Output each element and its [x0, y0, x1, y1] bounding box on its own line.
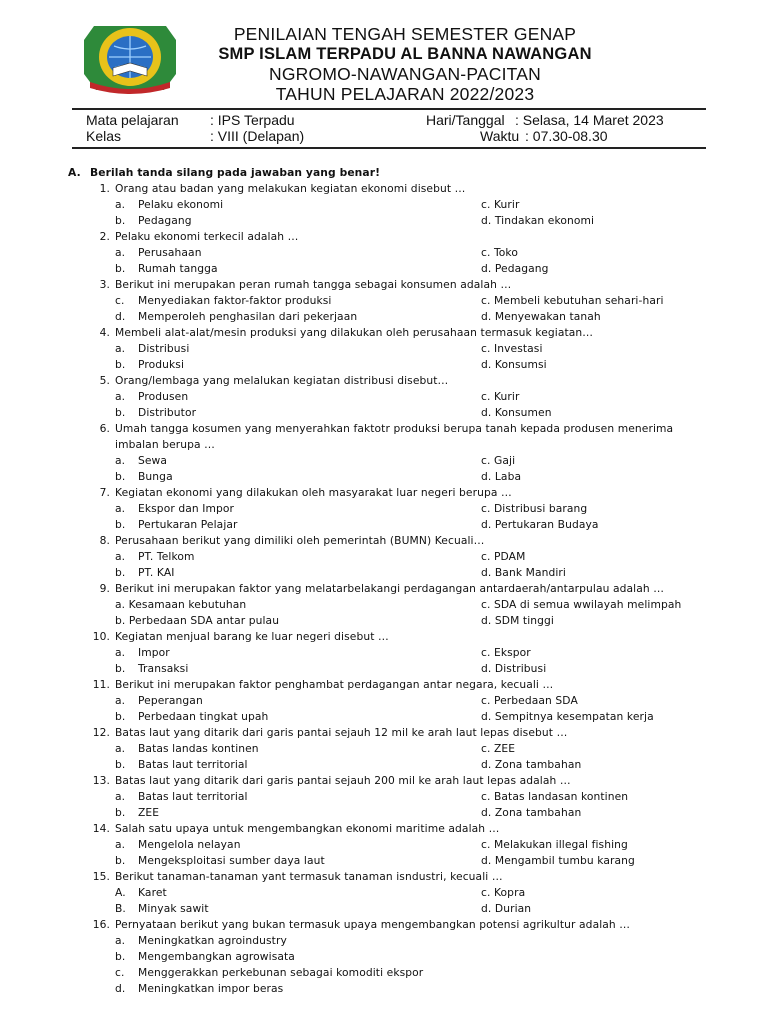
option-text: Karet	[138, 886, 167, 899]
answer-option	[481, 693, 718, 709]
question-number: 2.	[99, 230, 110, 243]
question-line	[68, 229, 718, 245]
option-row	[68, 213, 718, 229]
option-text: Batas laut territorial	[138, 790, 248, 803]
question-item	[68, 773, 718, 821]
option-row	[68, 981, 718, 997]
question-text: Berikut ini merupakan faktor penghambat perdagangan antar negara, kecuali …	[115, 678, 554, 691]
question-text: Berikut tanaman-tanaman yant termasuk tanaman isndustri, kecuali …	[115, 870, 503, 883]
academic-year: TAHUN PELAJARAN 2022/2023	[275, 84, 535, 104]
class-label: Kelas	[86, 128, 122, 144]
option-text: Peperangan	[138, 694, 203, 707]
option-letter: b.	[115, 662, 126, 675]
option-row	[68, 709, 718, 725]
option-text: c. Melakukan illegal fishing	[481, 838, 628, 851]
option-text: d. SDM tinggi	[481, 614, 554, 627]
question-line	[68, 629, 718, 645]
option-letter: a.	[115, 646, 126, 659]
option-text: a. Kesamaan kebutuhan	[115, 598, 247, 611]
answer-option	[115, 613, 475, 629]
question-item	[68, 181, 718, 229]
answer-option	[481, 885, 718, 901]
option-text: Pertukaran Pelajar	[138, 518, 238, 531]
question-number: 12.	[92, 726, 110, 739]
option-text: Distribusi	[138, 342, 190, 355]
exam-header	[0, 0, 768, 108]
question-line	[68, 373, 718, 389]
question-line	[68, 581, 718, 597]
question-line	[68, 181, 718, 197]
option-text: c. Ekspor	[481, 646, 531, 659]
option-row	[68, 469, 718, 485]
question-line	[68, 725, 718, 741]
option-row	[68, 789, 718, 805]
option-text: d. Pedagang	[481, 262, 549, 275]
answer-option	[481, 357, 718, 373]
question-number: 7.	[99, 486, 110, 499]
question-line	[68, 821, 718, 837]
option-text: Perusahaan	[138, 246, 202, 259]
option-text: Transaksi	[138, 662, 189, 675]
question-text: Pelaku ekonomi terkecil adalah …	[115, 230, 299, 243]
question-line	[68, 917, 718, 933]
option-text: Menggerakkan perkebunan sebagai komoditi ekspor	[138, 966, 424, 979]
question-item	[68, 421, 718, 485]
answer-option	[481, 389, 718, 405]
option-text: c. Toko	[481, 246, 518, 259]
option-row	[68, 853, 718, 869]
question-text: imbalan berupa …	[115, 438, 215, 451]
option-text: d. Bank Mandiri	[481, 566, 566, 579]
option-text: c. SDA di semua wwilayah melimpah	[481, 598, 682, 611]
question-item	[68, 485, 718, 533]
answer-option	[481, 405, 718, 421]
question-number: 15.	[92, 870, 110, 883]
option-text: c. Membeli kebutuhan sehari-hari	[481, 294, 664, 307]
option-row	[68, 517, 718, 533]
answer-option	[481, 741, 718, 757]
option-letter: a.	[115, 454, 126, 467]
option-row	[68, 501, 718, 517]
question-item	[68, 229, 718, 277]
question-section	[68, 165, 718, 997]
option-text: c. Kurir	[481, 198, 520, 211]
option-letter: b.	[115, 518, 126, 531]
question-number: 3.	[99, 278, 110, 291]
question-number: 1.	[99, 182, 110, 195]
option-row	[68, 661, 718, 677]
question-text: Batas laut yang ditarik dari garis pantai sejauh 12 mil ke arah laut lepas disebut …	[115, 726, 568, 739]
answer-option	[481, 837, 718, 853]
option-letter: B.	[115, 902, 126, 915]
option-letter: a.	[115, 502, 126, 515]
option-row	[68, 389, 718, 405]
option-text: Ekspor dan Impor	[138, 502, 235, 515]
time-label: Waktu	[480, 128, 520, 144]
question-number: 10.	[92, 630, 110, 643]
option-letter: a.	[115, 934, 126, 947]
question-item	[68, 629, 718, 677]
date-value: : Selasa, 14 Maret 2023	[515, 112, 664, 128]
option-row	[68, 549, 718, 565]
question-line	[68, 325, 718, 341]
option-row	[68, 261, 718, 277]
option-text: c. Distribusi barang	[481, 502, 588, 515]
option-text: Perbedaan tingkat upah	[138, 710, 269, 723]
school-logo	[80, 20, 180, 96]
option-letter: b.	[115, 406, 126, 419]
question-text: Orang atau badan yang melakukan kegiatan ekonomi disebut …	[115, 182, 466, 195]
option-text: Pedagang	[138, 214, 192, 227]
option-text: d. Konsumen	[481, 406, 552, 419]
answer-option	[481, 453, 718, 469]
question-item	[68, 373, 718, 421]
option-text: Memperoleh penghasilan dari pekerjaan	[138, 310, 358, 323]
option-row	[68, 565, 718, 581]
option-letter: b.	[115, 758, 126, 771]
answer-option	[115, 597, 475, 613]
option-row	[68, 293, 718, 309]
option-text: c. Batas landasan kontinen	[481, 790, 629, 803]
answer-option	[481, 245, 718, 261]
answer-option	[481, 469, 718, 485]
option-text: Distributor	[138, 406, 197, 419]
question-text: Membeli alat-alat/mesin produksi yang dilakukan oleh perusahaan termasuk kegiatan…	[115, 326, 594, 339]
option-text: c. PDAM	[481, 550, 526, 563]
option-row	[68, 741, 718, 757]
option-letter: b.	[115, 710, 126, 723]
exam-title-block	[190, 24, 620, 104]
option-text: b. Perbedaan SDA antar pulau	[115, 614, 280, 627]
option-text: Produksi	[138, 358, 185, 371]
option-text: ZEE	[138, 806, 160, 819]
option-text: Mengelola nelayan	[138, 838, 241, 851]
class-value: : VIII (Delapan)	[210, 128, 305, 144]
answer-option	[481, 661, 718, 677]
section-letter: A.	[68, 166, 81, 179]
option-text: Pelaku ekonomi	[138, 198, 224, 211]
answer-option	[481, 789, 718, 805]
option-text: d. Tindakan ekonomi	[481, 214, 595, 227]
answer-option	[481, 197, 718, 213]
option-text: Meningkatkan agroindustry	[138, 934, 287, 947]
option-letter: b.	[115, 950, 126, 963]
answer-option	[481, 501, 718, 517]
answer-option	[481, 293, 718, 309]
question-item	[68, 581, 718, 629]
option-text: Impor	[138, 646, 170, 659]
question-number: 8.	[99, 534, 110, 547]
option-row	[68, 901, 718, 917]
question-item	[68, 277, 718, 325]
option-text: d. Sempitnya kesempatan kerja	[481, 710, 654, 723]
option-row	[68, 837, 718, 853]
question-text: Kegiatan menjual barang ke luar negeri disebut …	[115, 630, 389, 643]
question-item	[68, 533, 718, 581]
option-letter: a.	[115, 390, 126, 403]
option-text: Produsen	[138, 390, 189, 403]
option-letter: c.	[115, 294, 125, 307]
option-row	[68, 933, 718, 949]
option-text: d. Konsumsi	[481, 358, 547, 371]
option-row	[68, 309, 718, 325]
question-item	[68, 725, 718, 773]
question-list	[68, 181, 718, 997]
option-row	[68, 693, 718, 709]
question-item	[68, 677, 718, 725]
option-text: d. Distribusi	[481, 662, 547, 675]
option-letter: a.	[115, 550, 126, 563]
option-letter: b.	[115, 470, 126, 483]
option-text: d. Zona tambahan	[481, 806, 582, 819]
option-text: Menyediakan faktor-faktor produksi	[138, 294, 332, 307]
option-letter: a.	[115, 790, 126, 803]
answer-option	[481, 613, 718, 629]
answer-option	[481, 757, 718, 773]
option-text: c. Perbedaan SDA	[481, 694, 578, 707]
option-row	[68, 357, 718, 373]
question-text: Batas laut yang ditarik dari garis pantai sejauh 200 mil ke arah laut lepas adalah …	[115, 774, 571, 787]
option-row	[68, 245, 718, 261]
answer-option	[481, 341, 718, 357]
option-row	[68, 197, 718, 213]
option-text: d. Zona tambahan	[481, 758, 582, 771]
option-letter: b.	[115, 566, 126, 579]
question-text: Umah tangga kosumen yang menyerahkan faktotr produksi berupa tanah kepada produsen menerima	[115, 422, 674, 435]
option-text: Rumah tangga	[138, 262, 218, 275]
time-value: : 07.30-08.30	[525, 128, 608, 144]
option-text: Minyak sawit	[138, 902, 209, 915]
question-text: Berikut ini merupakan peran rumah tangga sebagai konsumen adalah …	[115, 278, 512, 291]
school-address: NGROMO-NAWANGAN-PACITAN	[269, 64, 541, 84]
option-text: Batas landas kontinen	[138, 742, 259, 755]
option-row	[68, 341, 718, 357]
answer-option	[481, 565, 718, 581]
option-text: Sewa	[138, 454, 168, 467]
date-label: Hari/Tanggal	[426, 112, 505, 128]
option-text: c. ZEE	[481, 742, 516, 755]
subject-label: Mata pelajaran	[86, 112, 179, 128]
option-text: Meningkatkan impor beras	[138, 982, 284, 995]
answer-option	[481, 517, 718, 533]
option-letter: b.	[115, 806, 126, 819]
option-row	[68, 645, 718, 661]
question-number: 16.	[92, 918, 110, 931]
subject-value: : IPS Terpadu	[210, 112, 295, 128]
question-line	[68, 421, 718, 437]
option-text: c. Investasi	[481, 342, 543, 355]
question-item	[68, 917, 718, 997]
option-letter: b.	[115, 854, 126, 867]
option-letter: a.	[115, 742, 126, 755]
option-letter: a.	[115, 246, 126, 259]
school-name: SMP ISLAM TERPADU AL BANNA NAWANGAN	[218, 45, 592, 63]
question-text: Perusahaan berikut yang dimiliki oleh pemerintah (BUMN) Kecuali…	[115, 534, 485, 547]
answer-option	[481, 213, 718, 229]
section-instruction: Berilah tanda silang pada jawaban yang benar!	[90, 166, 381, 179]
option-text: d. Menyewakan tanah	[481, 310, 601, 323]
question-number: 13.	[92, 774, 110, 787]
option-text: c. Gaji	[481, 454, 516, 467]
answer-option	[481, 309, 718, 325]
option-letter: a.	[115, 198, 126, 211]
answer-option	[481, 709, 718, 725]
option-row	[68, 885, 718, 901]
question-line	[68, 437, 718, 453]
question-item	[68, 325, 718, 373]
question-item	[68, 821, 718, 869]
question-number: 14.	[92, 822, 110, 835]
answer-option	[481, 645, 718, 661]
option-text: Mengeksploitasi sumber daya laut	[138, 854, 325, 867]
option-letter: b.	[115, 358, 126, 371]
question-text: Pernyataan berikut yang bukan termasuk upaya mengembangkan potensi agrikultur adalah …	[115, 918, 631, 931]
exam-title: PENILAIAN TENGAH SEMESTER GENAP	[233, 24, 577, 44]
option-letter: d.	[115, 310, 126, 323]
answer-option	[481, 805, 718, 821]
question-number: 4.	[99, 326, 110, 339]
question-number: 6.	[99, 422, 110, 435]
option-letter: a.	[115, 342, 126, 355]
option-text: PT. KAI	[138, 566, 175, 579]
question-line	[68, 677, 718, 693]
question-text: Orang/lembaga yang melalukan kegiatan distribusi disebut…	[115, 374, 449, 387]
option-row	[68, 805, 718, 821]
option-row	[68, 757, 718, 773]
question-line	[68, 869, 718, 885]
question-text: Salah satu upaya untuk mengembangkan ekonomi maritime adalah …	[115, 822, 500, 835]
option-letter: b.	[115, 262, 126, 275]
question-line	[68, 533, 718, 549]
option-row	[68, 949, 718, 965]
option-letter: d.	[115, 982, 126, 995]
option-text: d. Mengambil tumbu karang	[481, 854, 635, 867]
question-text: Berikut ini merupakan faktor yang melatarbelakangi perdagangan antardaerah/antarpulau adalah …	[115, 582, 665, 595]
option-text: c. Kopra	[481, 886, 526, 899]
answer-option	[481, 901, 718, 917]
question-line	[68, 773, 718, 789]
question-number: 9.	[99, 582, 110, 595]
option-letter: A.	[115, 886, 126, 899]
option-text: c. Kurir	[481, 390, 520, 403]
option-row	[68, 965, 718, 981]
answer-option	[481, 261, 718, 277]
option-row	[68, 405, 718, 421]
option-letter: a.	[115, 694, 126, 707]
option-text: Batas laut territorial	[138, 758, 248, 771]
section-heading	[68, 165, 718, 181]
question-line	[68, 277, 718, 293]
option-text: d. Durian	[481, 902, 532, 915]
exam-info-box	[72, 108, 706, 149]
answer-option	[481, 549, 718, 565]
option-row	[68, 597, 718, 613]
answer-option	[481, 597, 718, 613]
option-letter: c.	[115, 966, 125, 979]
question-item	[68, 869, 718, 917]
option-row	[68, 613, 718, 629]
option-text: PT. Telkom	[138, 550, 195, 563]
option-text: Bunga	[138, 470, 173, 483]
question-number: 5.	[99, 374, 110, 387]
option-letter: b.	[115, 214, 126, 227]
option-text: Mengembangkan agrowisata	[138, 950, 295, 963]
option-row	[68, 453, 718, 469]
option-text: d. Pertukaran Budaya	[481, 518, 599, 531]
question-line	[68, 485, 718, 501]
answer-option	[481, 853, 718, 869]
option-letter: a.	[115, 838, 126, 851]
question-text: Kegiatan ekonomi yang dilakukan oleh masyarakat luar negeri berupa …	[115, 486, 512, 499]
option-text: d. Laba	[481, 470, 522, 483]
question-number: 11.	[92, 678, 110, 691]
